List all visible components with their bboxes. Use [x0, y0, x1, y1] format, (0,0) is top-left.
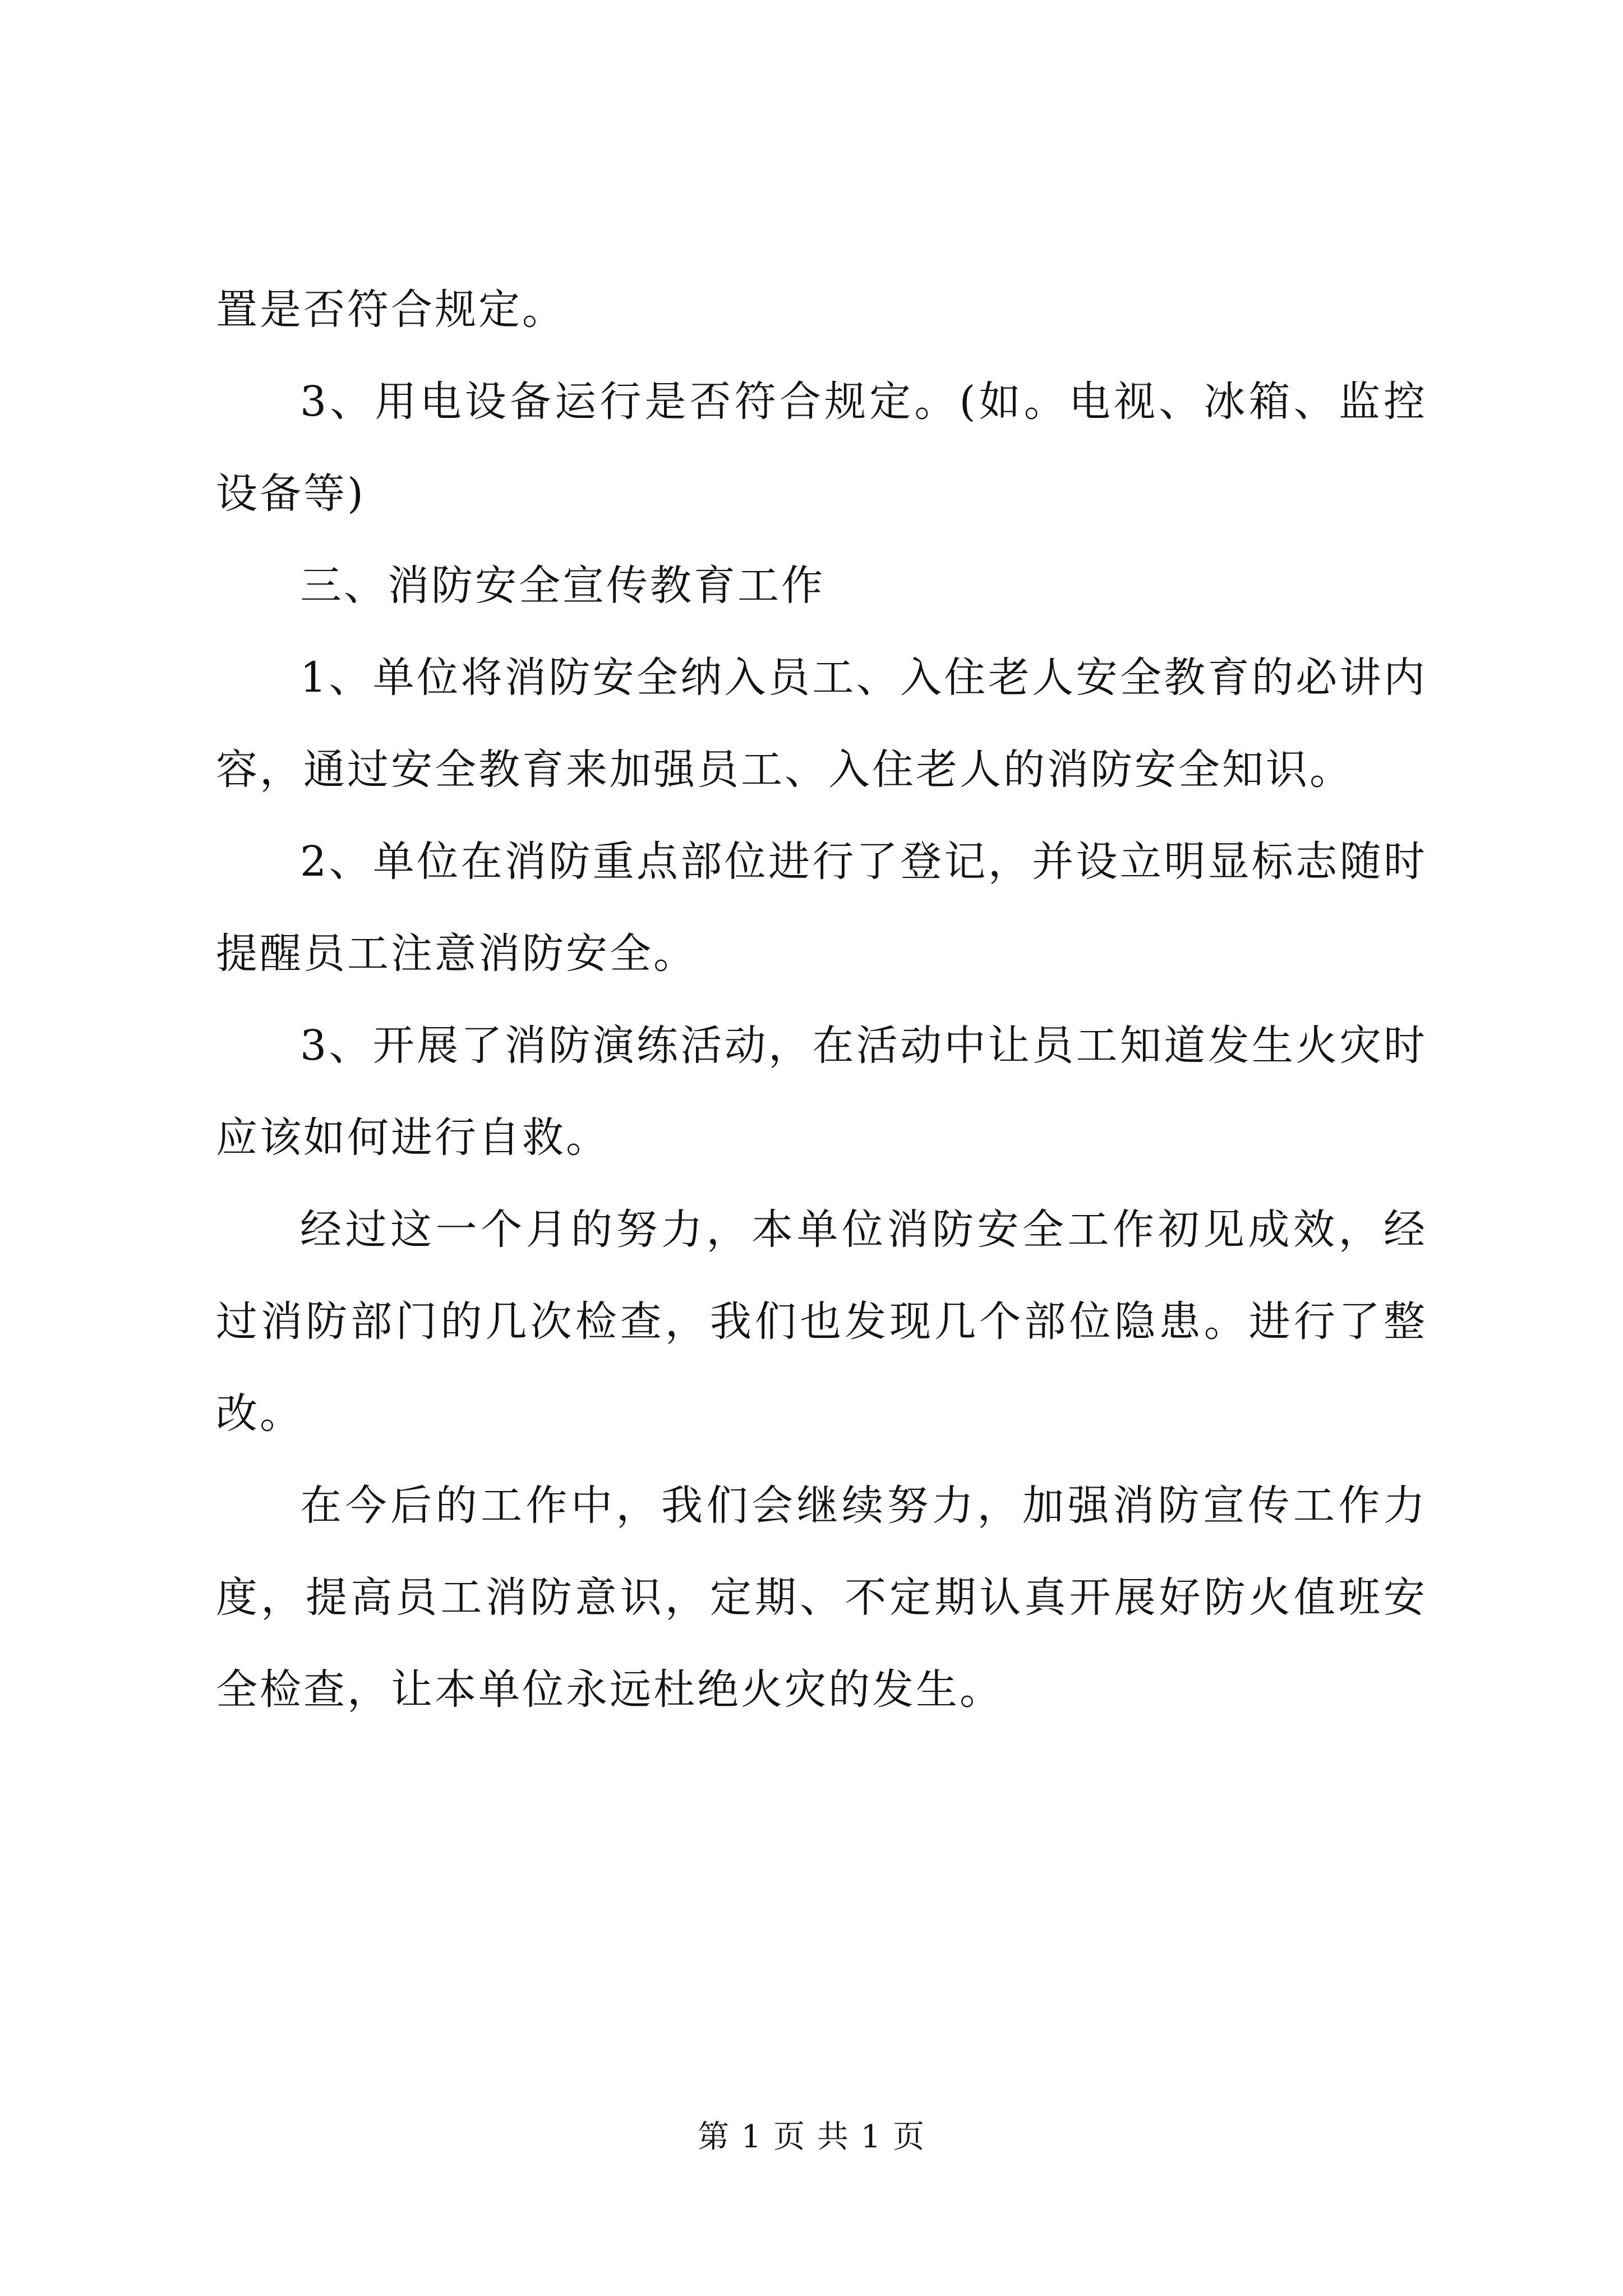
paragraph-future-plan: 在今后的工作中，我们会继续努力，加强消防宣传工作力度，提高员工消防意识，定期、不定期认真开展好防火值班安全检查，让本单位永远杜绝火灾的发生。 — [216, 1481, 1427, 1714]
document-body — [216, 264, 1427, 1736]
paragraph-item-2-registration: 2、单位在消防重点部位进行了登记，并设立明显标志随时提醒员工注意消防安全。 — [216, 838, 1427, 978]
paragraph-item-3-electrical: 3、用电设备运行是否符合规定。(如。电视、冰箱、监控设备等) — [216, 378, 1427, 518]
paragraph-item-1-education: 1、单位将消防安全纳入员工、入住老人安全教育的必讲内容，通过安全教育来加强员工、入住老人的消防安全知识。 — [216, 654, 1427, 794]
page-footer: 第 1 页 共 1 页 — [697, 2119, 926, 2155]
paragraph-continuation: 置是否符合规定。 — [216, 286, 566, 334]
paragraph-summary: 经过这一个月的努力，本单位消防安全工作初见成效，经过消防部门的几次检查，我们也发现几个部位隐患。进行了整改。 — [216, 1205, 1427, 1438]
section-heading-3: 三、消防安全宣传教育工作 — [300, 562, 825, 610]
paragraph-item-3-drill: 3、开展了消防演练活动，在活动中让员工知道发生火灾时应该如何进行自救。 — [216, 1022, 1427, 1162]
